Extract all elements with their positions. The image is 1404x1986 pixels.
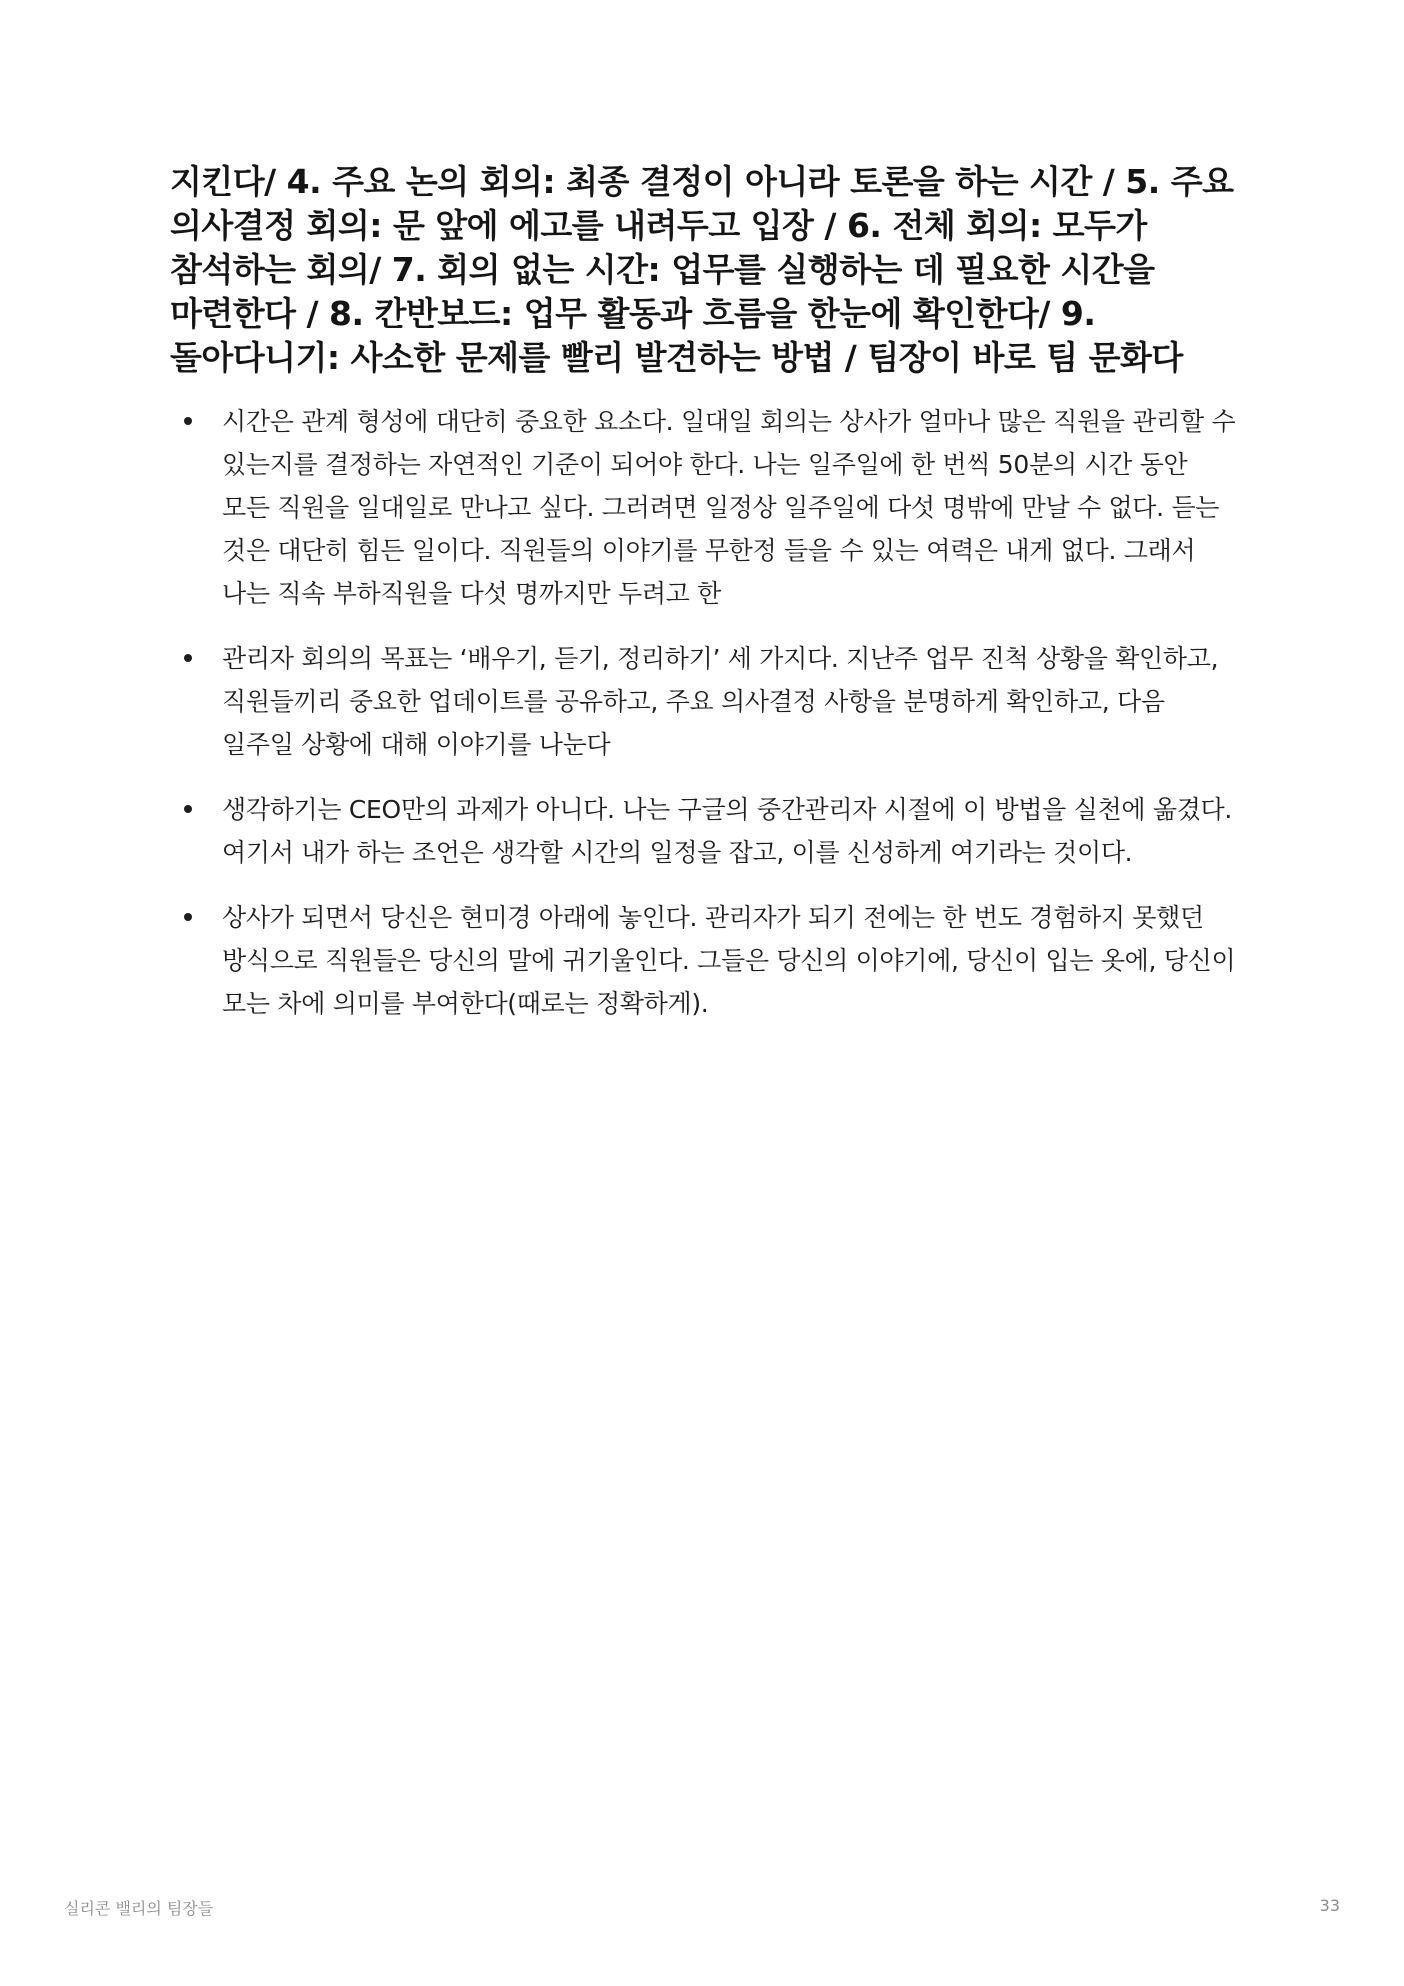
bullet-dot-icon: [184, 805, 192, 813]
bullet-dot-icon: [184, 417, 192, 425]
bullet-dot-icon: [184, 913, 192, 921]
bullet-item: [170, 637, 1240, 766]
bullet-dot-icon: [184, 654, 192, 662]
bullet-text: 상사가 되면서 당신은 현미경 아래에 놓인다. 관리자가 되기 전에는 한 번도 경험하지 못했던 방식으로 직원들은 당신의 말에 귀기울인다. 그들은 당신의 이야기에, 당신이 입는 옷에, 당신이 모는 차에 의미를 부여한다(때로는 정확하게).: [222, 903, 1236, 1018]
page-content: [170, 160, 1240, 1047]
section-heading: 지킨다/ 4. 주요 논의 회의: 최종 결정이 아니라 토론을 하는 시간 / 5. 주요 의사결정 회의: 문 앞에 에고를 내려두고 입장 / 6. 전체 회의: 모두가 참석하는 회의/ 7. 회의 없는 시간: 업무를 실행하는 데 필요한 시간을 마련한다 / 8. 칸반보드: 업무 활동과 흐름을 한눈에 확인한다/ 9. 돌아다니기: 사소한 문제를 빨리 발견하는 방법 / 팀장이 바로 팀 문화다: [170, 162, 1234, 377]
footer-page-number: 33: [1319, 1896, 1340, 1915]
bullet-text: 시간은 관계 형성에 대단히 중요한 요소다. 일대일 회의는 상사가 얼마나 많은 직원을 관리할 수 있는지를 결정하는 자연적인 기준이 되어야 한다. 나는 일주일에 한 번씩 50분의 시간 동안 모든 직원을 일대일로 만나고 싶다. 그러려면 일정상 일주일에 다섯 명밖에 만날 수 없다. 듣는 것은 대단히 힘든 일이다. 직원들의 이야기를 무한정 들을 수 있는 여력은 내게 없다. 그래서 나는 직속 부하직원을 다섯 명까지만 두려고 한: [222, 407, 1236, 608]
bullet-text: 생각하기는 CEO만의 과제가 아니다. 나는 구글의 중간관리자 시절에 이 방법을 실천에 옮겼다. 여기서 내가 하는 조언은 생각할 시간의 일정을 잡고, 이를 신성하게 여기라는 것이다.: [222, 795, 1233, 867]
footer-book-title: 실리콘 밸리의 팀장들: [64, 1899, 214, 1918]
bullet-item: [170, 896, 1240, 1025]
bullet-text: 관리자 회의의 목표는 ‘배우기, 듣기, 정리하기’ 세 가지다. 지난주 업무 진척 상황을 확인하고, 직원들끼리 중요한 업데이트를 공유하고, 주요 의사결정 사항을 분명하게 확인하고, 다음 일주일 상황에 대해 이야기를 나눈다: [222, 644, 1219, 759]
bullet-item: [170, 788, 1240, 874]
bullet-item: [170, 400, 1240, 615]
bullet-list: [170, 400, 1240, 1025]
